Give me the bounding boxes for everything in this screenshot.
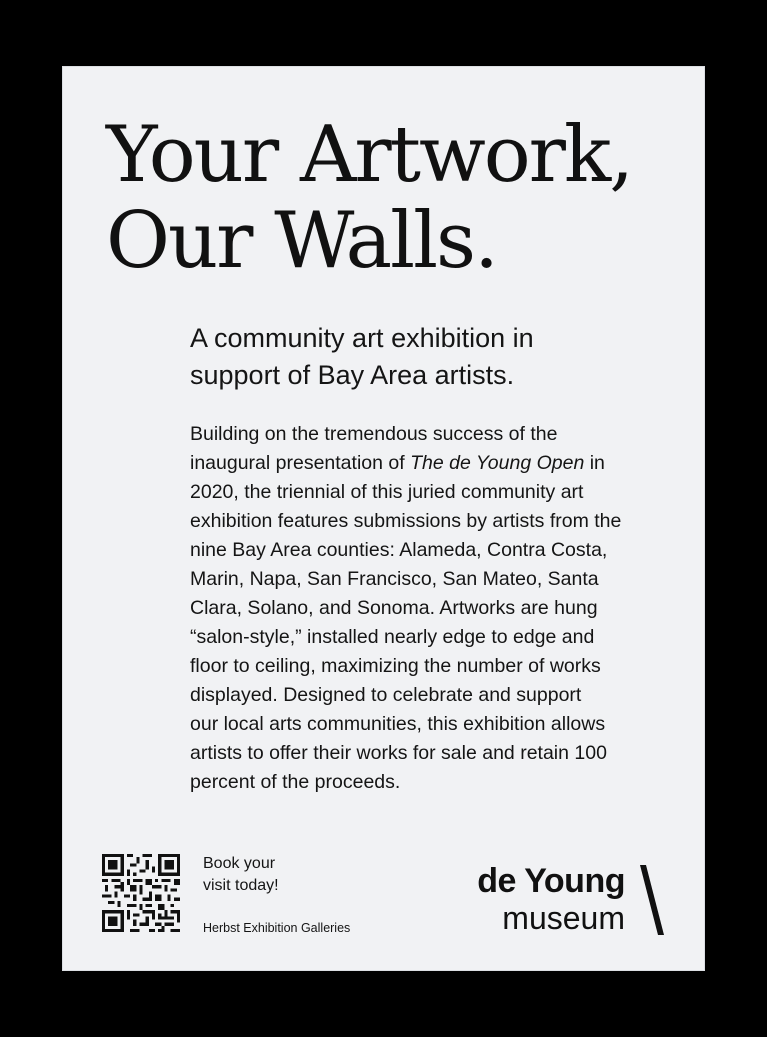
headline-line-2: Our Walls. — [106, 196, 497, 286]
body-text: inaugural presentation of — [190, 452, 411, 474]
backslash-mark-icon — [640, 865, 664, 935]
gallery-location: Herbst Exhibition Galleries — [203, 921, 351, 935]
body-line: our local arts communities, this exhibition allows — [190, 713, 606, 735]
headline — [106, 112, 686, 284]
qr-code-icon[interactable] — [102, 854, 180, 932]
body-line: 2020, the triennial of this juried community art — [190, 481, 584, 503]
body-line — [190, 449, 690, 478]
body-text: in — [584, 452, 605, 474]
poster-card — [62, 66, 705, 971]
body-line: exhibition features submissions by artists from the — [190, 510, 622, 532]
body-line: Clara, Solano, and Sonoma. Artworks are hung — [190, 597, 598, 619]
de-young-museum-logo — [444, 861, 664, 941]
body-line: “salon-style,” installed nearly edge to edge and — [190, 626, 595, 648]
body-line: nine Bay Area counties: Alameda, Contra Costa, — [190, 539, 608, 561]
body-line: floor to ceiling, maximizing the number of works — [190, 655, 601, 677]
subheading — [190, 320, 660, 394]
body-line: artists to offer their works for sale and retain 100 — [190, 742, 607, 764]
exhibition-title: The de Young Open — [410, 452, 585, 474]
body-line: Building on the tremendous success of the — [190, 423, 558, 445]
cta-line-2: visit today! — [203, 877, 279, 894]
subheading-line-1: A community art exhibition in — [190, 323, 534, 353]
subheading-line-2: support of Bay Area artists. — [190, 360, 515, 390]
logo-name: de Young — [477, 862, 625, 900]
headline-line-1: Your Artwork, — [106, 110, 633, 200]
book-visit-cta — [203, 853, 279, 897]
body-line: displayed. Designed to celebrate and support — [190, 684, 582, 706]
body-paragraph — [190, 420, 690, 797]
body-line: percent of the proceeds. — [190, 771, 401, 793]
logo-subtitle: museum — [502, 900, 625, 936]
cta-line-1: Book your — [203, 855, 276, 872]
body-line: Marin, Napa, San Francisco, San Mateo, Santa — [190, 568, 599, 590]
